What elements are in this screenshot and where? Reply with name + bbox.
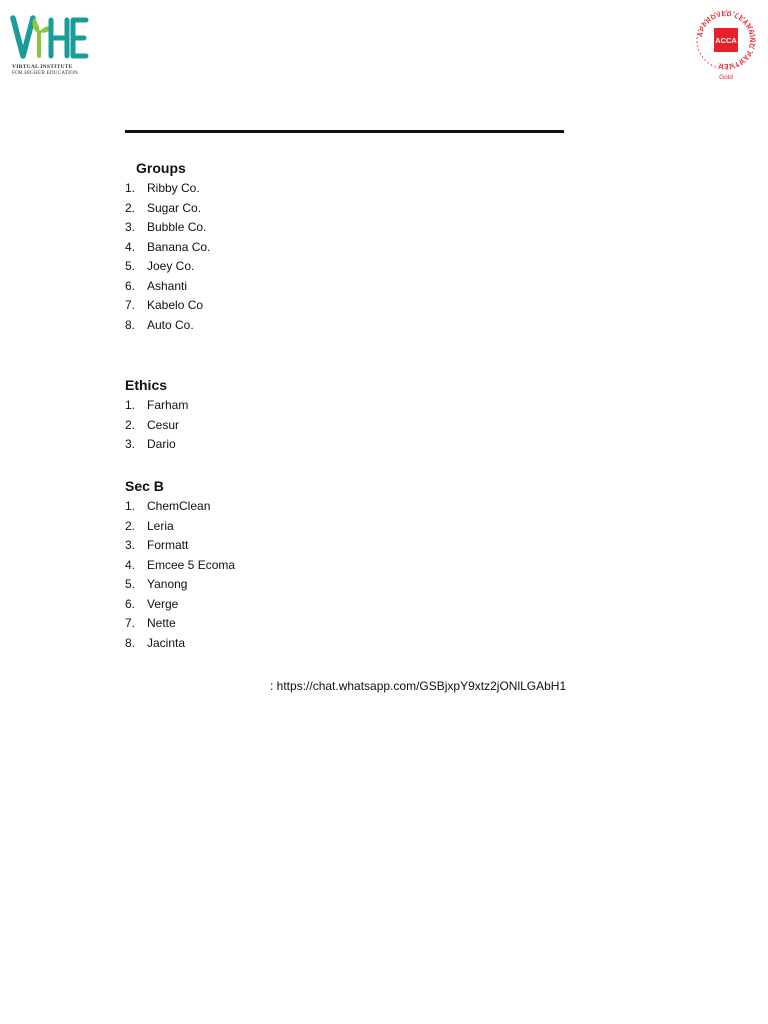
vihe-caption: [12, 64, 92, 76]
groups-list: [125, 179, 210, 335]
list-item: 3. Formatt: [125, 538, 189, 552]
title-rule: [125, 130, 564, 133]
link-prefix: :: [270, 679, 277, 693]
list-item: 2. Leria: [125, 518, 174, 533]
list-item: 4. Emcee 5 Ecoma: [125, 557, 236, 572]
list-item: 1. ChemClean: [125, 499, 211, 513]
acca-ring-text: APPROVED LEARNING PARTNER: [697, 10, 756, 70]
vihe-caption-line2: FOR HIGHER EDUCATION: [12, 70, 78, 76]
list-item: 7. Kabelo Co: [125, 298, 204, 312]
ethics-list: [125, 396, 188, 455]
list-item: 5. Yanong: [125, 577, 188, 591]
list-item: 7. Nette: [125, 616, 176, 630]
ethics-section: [125, 375, 188, 455]
groups-section: [125, 158, 210, 335]
sec-b-section: [125, 476, 235, 653]
list-item: 6. Verge: [125, 596, 179, 611]
acca-approved-partner-badge: [694, 8, 758, 82]
acca-badge-icon: [694, 8, 758, 82]
whatsapp-link-line: [270, 678, 566, 694]
list-item: 3. Bubble Co.: [125, 220, 207, 234]
acca-tier-label: Gold: [719, 74, 733, 81]
list-item: 8. Auto Co.: [125, 317, 194, 332]
acca-center-text: ACCA: [715, 36, 737, 45]
section-title-ethics: Ethics: [125, 377, 168, 393]
list-item: 4. Banana Co.: [125, 239, 211, 254]
section-title-groups: Groups: [136, 160, 186, 176]
section-title-sec-b: Sec B: [125, 478, 164, 494]
list-item: 1. Ribby Co.: [125, 181, 200, 195]
list-item: 6. Ashanti: [125, 278, 188, 293]
vihe-caption-line1: VIRTUAL INSTITUTE: [12, 64, 73, 70]
vihe-logo-mark: [10, 12, 90, 62]
vihe-logo: [10, 12, 90, 76]
sec-b-list: [125, 497, 235, 653]
list-item: 1. Farham: [125, 398, 189, 412]
list-item: 2. Sugar Co.: [125, 200, 202, 215]
list-item: 3. Dario: [125, 437, 176, 451]
list-item: 5. Joey Co.: [125, 259, 195, 273]
list-item: 2. Cesur: [125, 417, 180, 432]
whatsapp-group-link[interactable]: https://chat.whatsapp.com/GSBjxpY9xtz2jONlLGAbH1: [276, 679, 567, 693]
list-item: 8. Jacinta: [125, 635, 186, 650]
